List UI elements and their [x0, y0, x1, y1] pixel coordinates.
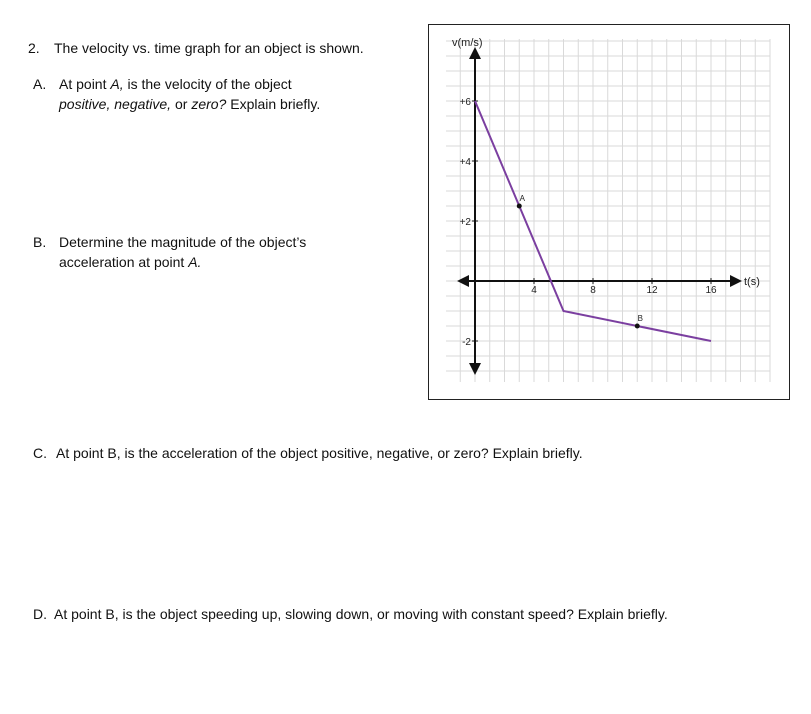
- part-a-point: A,: [110, 76, 124, 92]
- y-tick-label: -2: [462, 337, 471, 348]
- part-c-text: At point B, is the acceleration of the object positive, negative, or zero? Explain briefly.: [56, 445, 583, 461]
- part-d-letter: D.: [33, 606, 47, 622]
- point-a-marker: [517, 204, 522, 209]
- part-a-line1: [33, 74, 292, 94]
- part-a-text-2: is the velocity of the object: [123, 76, 292, 92]
- velocity-time-graph: [428, 24, 790, 400]
- part-c-letter: C.: [33, 445, 47, 461]
- x-tick-label: 4: [531, 285, 537, 296]
- part-a-letter: A.: [33, 76, 47, 92]
- y-axis-label: v(m/s): [452, 37, 483, 49]
- part-b-point: A.: [188, 254, 202, 270]
- x-tick-label: 16: [705, 285, 717, 296]
- part-d-line: [33, 604, 668, 624]
- x-tick-label: 12: [646, 285, 658, 296]
- part-a-explain: Explain briefly.: [226, 96, 321, 112]
- point-a-label: A: [519, 194, 525, 203]
- chart-svg: [429, 25, 791, 401]
- y-axis-arrow-down: [469, 363, 481, 375]
- part-a-text-1: At point: [59, 76, 111, 92]
- part-c-line: [33, 443, 583, 463]
- x-tick-label: 8: [590, 285, 596, 296]
- y-tick-label: +6: [459, 97, 471, 108]
- part-d-text: At point B, is the object speeding up, slowing down, or moving with constant speed? Explain briefly.: [54, 606, 668, 622]
- y-tick-label: +4: [459, 157, 471, 168]
- part-b-letter: B.: [33, 234, 47, 250]
- part-b-text-2: acceleration at point: [59, 254, 189, 270]
- question-number: 2.: [28, 40, 40, 56]
- question-intro: [28, 38, 364, 58]
- part-b-line1: [33, 232, 306, 252]
- question-intro-text: The velocity vs. time graph for an object is shown.: [54, 40, 364, 56]
- x-axis-arrow-left: [457, 275, 469, 287]
- point-b-marker: [635, 324, 640, 329]
- part-a-line2: [59, 94, 320, 114]
- part-a-options-1: positive, negative,: [59, 96, 172, 112]
- y-tick-label: +2: [459, 217, 471, 228]
- x-axis-label: t(s): [744, 276, 760, 288]
- part-b-text-1: Determine the magnitude of the object’s: [59, 234, 307, 250]
- point-b-label: B: [637, 314, 643, 323]
- part-a-options-2: zero?: [191, 96, 227, 112]
- part-b-line2: [59, 252, 201, 272]
- part-a-or: or: [171, 96, 192, 112]
